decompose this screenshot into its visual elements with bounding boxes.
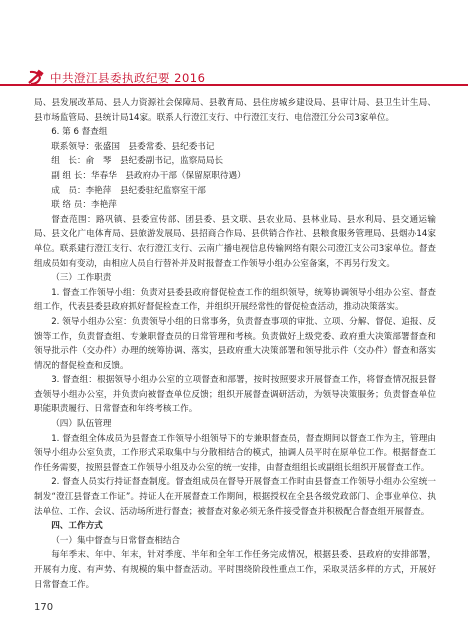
section-heading: 四、工作方式 xyxy=(51,521,103,532)
member-line: 成 员：李艳萍 县纪委驻纪监察室干部 xyxy=(51,185,206,196)
header-title: 中共澄江县委执政纪要 2016 xyxy=(50,71,206,85)
duty-paragraph: 3. 督查组：根据领导小组办公室的立项督查和部署，按时按照要求开展督查工作，将督查情况报县督查领导小组办公室，并负责向被督查单位反馈；组织开展督查调研活动，为领导决策服务；负责督查单位职能职责履行、日常督查和年终考核工作。 xyxy=(34,375,436,415)
subsection-heading: （三）工作职责 xyxy=(51,273,112,284)
subsection-heading: （四）队伍管理 xyxy=(51,419,112,430)
section-title: 6. 第 6 督查组 xyxy=(51,127,108,138)
scope-paragraph: 督查范围：路巩镇、县委宣传部、团县委、县文联、县农业局、县林业局、县水利局、县交通运输局、县文化广电体育局、县旅游发展局、县招商合作局、县供销合作社、县粮食服务管理局、县烟办14家单位。联系建行澄江支行、农行澄江支行、云南广播电视信息传输网络有限公司澄江支公司3家单位。督查组成员如有变动，由相应人员自行替补并及时报督查工作领导小组办公室备案，不再另行发文。 xyxy=(34,214,436,269)
duty-paragraph: 2. 领导小组办公室：负责领导小组的日常事务，负责督查事项的审批、立项、分解、督促、追报、反馈等工作，负责督查组、专兼职督查员的日常管理和考核。负责做好上级党委、政府重大决策部署督查和领导批示件（交办件）办理的统筹协调、落实，县政府重大决策部署和领导批示件（交办件）督查和落实情况的督促检查和反馈。 xyxy=(34,316,436,371)
subsection-heading: （一）集中督查与日常督查相结合 xyxy=(51,535,181,546)
duty-paragraph: 1. 督查工作领导小组：负责对县委县政府督促检查工作的组织领导，统筹协调领导小组办公室、督查组工作，代表县委县政府抓好督促检查工作，并组织开展经常性的督促检查活动，推动决策落实。 xyxy=(34,287,436,313)
group-leader-line: 组 长：俞 琴 县纪委副书记，监察局局长 xyxy=(51,156,224,167)
contact-leader-line: 联系领导：张盛国 县委常委、县纪委书记 xyxy=(51,141,215,152)
paragraph: 局、县发展改革局、县人力资源社会保障局、县教育局、县住房城乡建设局、县审计局、县卫生计生局、县市场监管局、县统计局14家。联系人行澄江支行、中行澄江支行、电信澄江分公司3家单位。 xyxy=(34,98,436,123)
team-paragraph: 1. 督查组全体成员为县督查工作领导小组领导下的专兼职督查员，督查期间以督查工作为主，管理由领导小组办公室负责，工作形式采取集中与分散相结合的模式，抽调人员平时在原单位工作。根据督查工作任务需要，按照县督查工作领导小组及办公室的统一安排，由督查组组长或副组长组织开展督查工作。 xyxy=(34,433,436,473)
page-number: 170 xyxy=(34,602,54,613)
deputy-leader-line: 副 组 长：华春华 县政府办干部（保留原职待遇） xyxy=(51,170,246,181)
liaison-line: 联 络 员：李艳萍 xyxy=(51,200,117,211)
document-body xyxy=(34,96,436,592)
team-paragraph: 2. 督查人员实行持证督查制度。督查组成员在督导开展督查工作时由县督查工作领导小组办公室统一制发“澄江县督查工作证”。持证人在开展督查工作期间，根据授权在全县各级党政部门、企事业单位、执法单位、工作、会议、活动场所进行督查；被督查对象必须无条件接受督查并积极配合督查组开展督查。 xyxy=(34,477,436,517)
party-emblem-icon xyxy=(26,69,46,87)
work-paragraph: 每年季末、年中、年末，针对季度、半年和全年工作任务完成情况，根据县委、县政府的安排部署，开展有力度、有声势、有规模的集中督查活动。平时围绕阶段性重点工作，采取灵活多样的方式，开展好日常督查工作。 xyxy=(34,550,436,590)
